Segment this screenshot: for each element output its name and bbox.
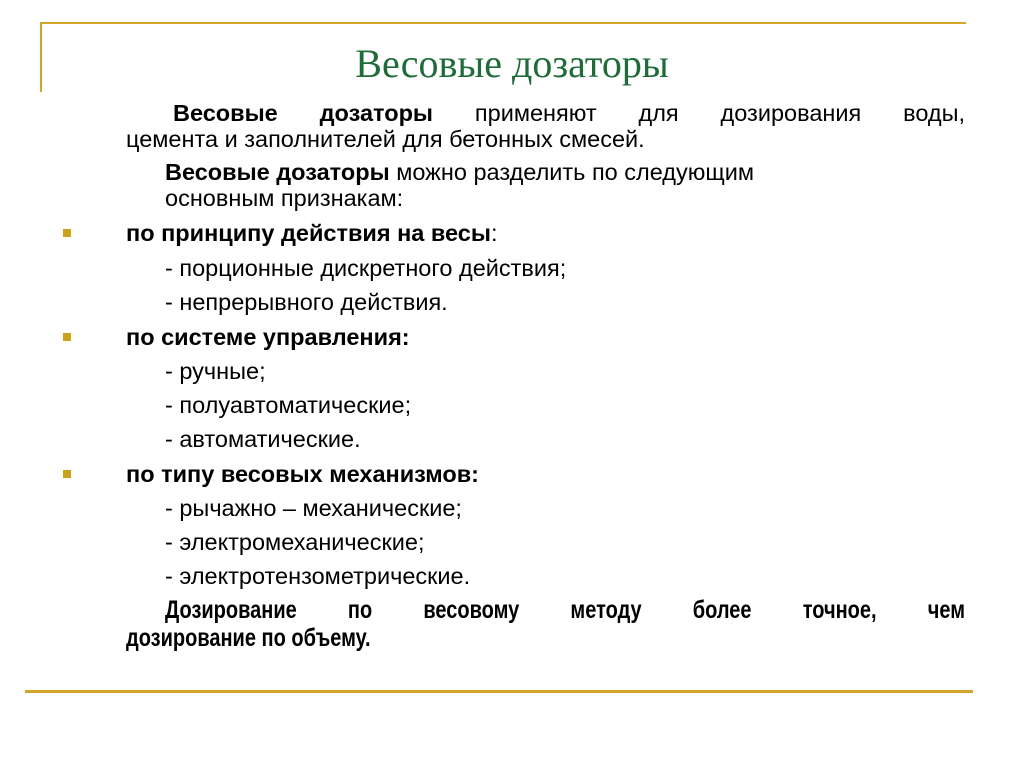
intro-text-2: можно разделить по следующим — [396, 159, 755, 185]
list-item: - ручные; — [165, 358, 266, 384]
section-heading-text: по системе управления: — [126, 324, 410, 350]
list-item: - электротензометрические. — [165, 563, 471, 589]
conclusion-line-1: Дозирование по весовому методу более точное, чем — [165, 596, 965, 624]
list-item: - автоматические. — [165, 426, 361, 452]
section-heading-text: по типу весовых механизмов: — [126, 461, 479, 487]
intro-line-4: основным признакам: — [165, 185, 404, 211]
intro-bold-2: Весовые дозаторы — [165, 159, 390, 185]
section-heading — [126, 219, 497, 247]
intro-line-2: цемента и заполнителей для бетонных смесей. — [126, 126, 645, 152]
list-item: - электромеханические; — [165, 529, 425, 555]
intro-text-1: применяют для дозирования воды, — [474, 100, 966, 126]
bullet-icon — [63, 470, 71, 478]
bullet-icon — [63, 229, 71, 237]
intro-line-1 — [173, 99, 965, 127]
bullet-icon — [63, 333, 71, 341]
list-item: - полуавтоматические; — [165, 392, 412, 418]
list-item: - непрерывного действия. — [165, 289, 448, 315]
section-heading — [126, 323, 410, 351]
section-heading-text: по принципу действия на весы — [126, 220, 491, 246]
intro-line-3 — [165, 158, 754, 186]
list-item: - рычажно – механические; — [165, 495, 462, 521]
conclusion-line-2: дозирование по объему. — [126, 624, 371, 652]
list-item: - порционные дискретного действия; — [165, 255, 567, 281]
bottom-rule — [25, 690, 973, 693]
slide-title: Весовые дозаторы — [355, 41, 669, 86]
top-rule — [40, 22, 966, 24]
section-heading-suffix: : — [490, 220, 498, 246]
section-heading — [126, 460, 479, 488]
intro-bold-1: Весовые дозаторы — [173, 100, 434, 126]
